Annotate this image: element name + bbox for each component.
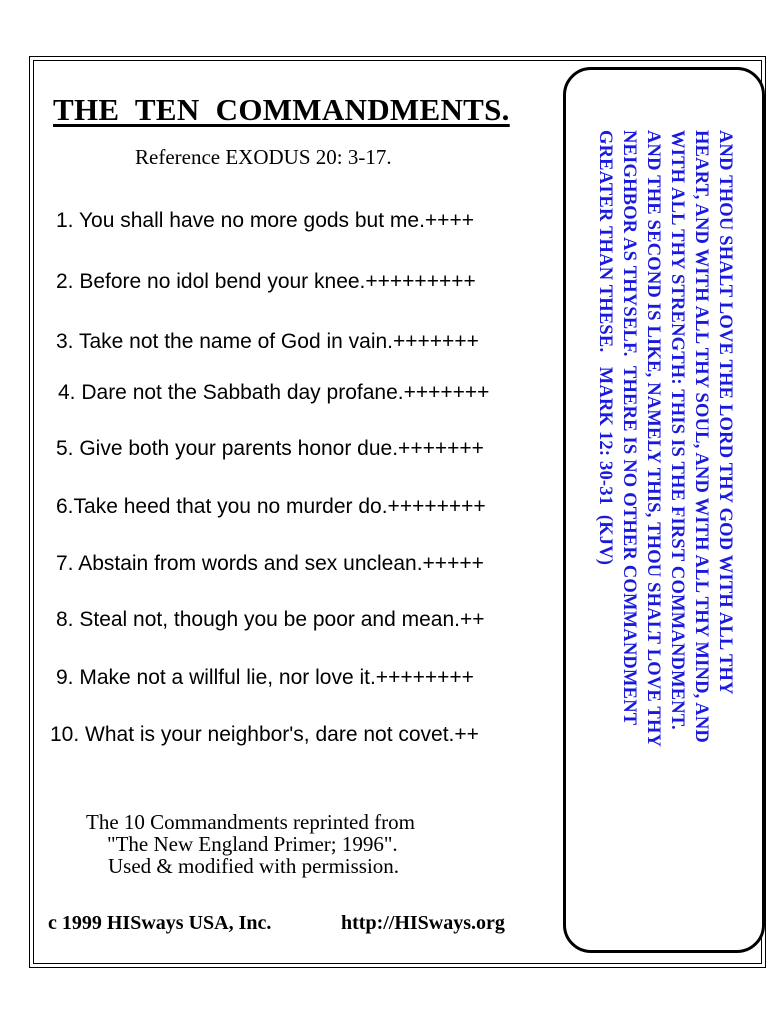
commandment-7: 7. Abstain from words and sex unclean.+++++ — [56, 552, 484, 575]
source-line-1: The 10 Commandments reprinted from — [86, 810, 415, 834]
commandment-2: 2. Before no idol bend your knee.+++++++++ — [56, 270, 476, 293]
copyright-notice: c 1999 HISways USA, Inc. — [48, 912, 272, 934]
commandment-4: 4. Dare not the Sabbath day profane.+++++++ — [58, 381, 490, 404]
scripture-line: NEIGHBOR AS THYSELF. THERE IS NO OTHER COMMANDMENT — [619, 130, 639, 726]
scripture-line: AND THE SECOND IS LIKE, NAMELY THIS, THOU SHALT LOVE THY — [643, 130, 663, 748]
scripture-reference: Reference EXODUS 20: 3-17. — [135, 145, 392, 169]
website-link[interactable]: http://HISways.org — [341, 912, 505, 934]
commandment-1: 1. You shall have no more gods but me.++++ — [56, 209, 474, 232]
scripture-text — [593, 130, 737, 953]
commandment-9: 9. Make not a willful lie, nor love it.++++++++ — [56, 666, 474, 689]
scripture-box — [563, 67, 765, 953]
source-line-2: "The New England Primer; 1996". — [107, 832, 398, 856]
scripture-line: GREATER THAN THESE. MARK 12: 30-31 (KJV) — [595, 130, 615, 566]
scripture-line: WITH ALL THY STRENGTH: THIS IS THE FIRST COMMANDMENT. — [667, 130, 687, 730]
page-title: THE TEN COMMANDMENTS. — [53, 92, 510, 127]
commandment-8: 8. Steal not, though you be poor and mean.++ — [56, 608, 485, 631]
commandment-10: 10. What is your neighbor's, dare not covet.++ — [50, 723, 479, 746]
commandment-3: 3. Take not the name of God in vain.+++++++ — [56, 330, 479, 353]
commandment-6: 6.Take heed that you no murder do.++++++++ — [56, 495, 486, 518]
scripture-line: AND THOU SHALT LOVE THE LORD THY GOD WITH ALL THY — [715, 130, 735, 695]
scripture-line: HEART, AND WITH ALL THY SOUL, AND WITH ALL THY MIND, AND — [691, 130, 711, 743]
source-line-3: Used & modified with permission. — [108, 854, 400, 878]
commandment-5: 5. Give both your parents honor due.+++++++ — [56, 437, 484, 460]
